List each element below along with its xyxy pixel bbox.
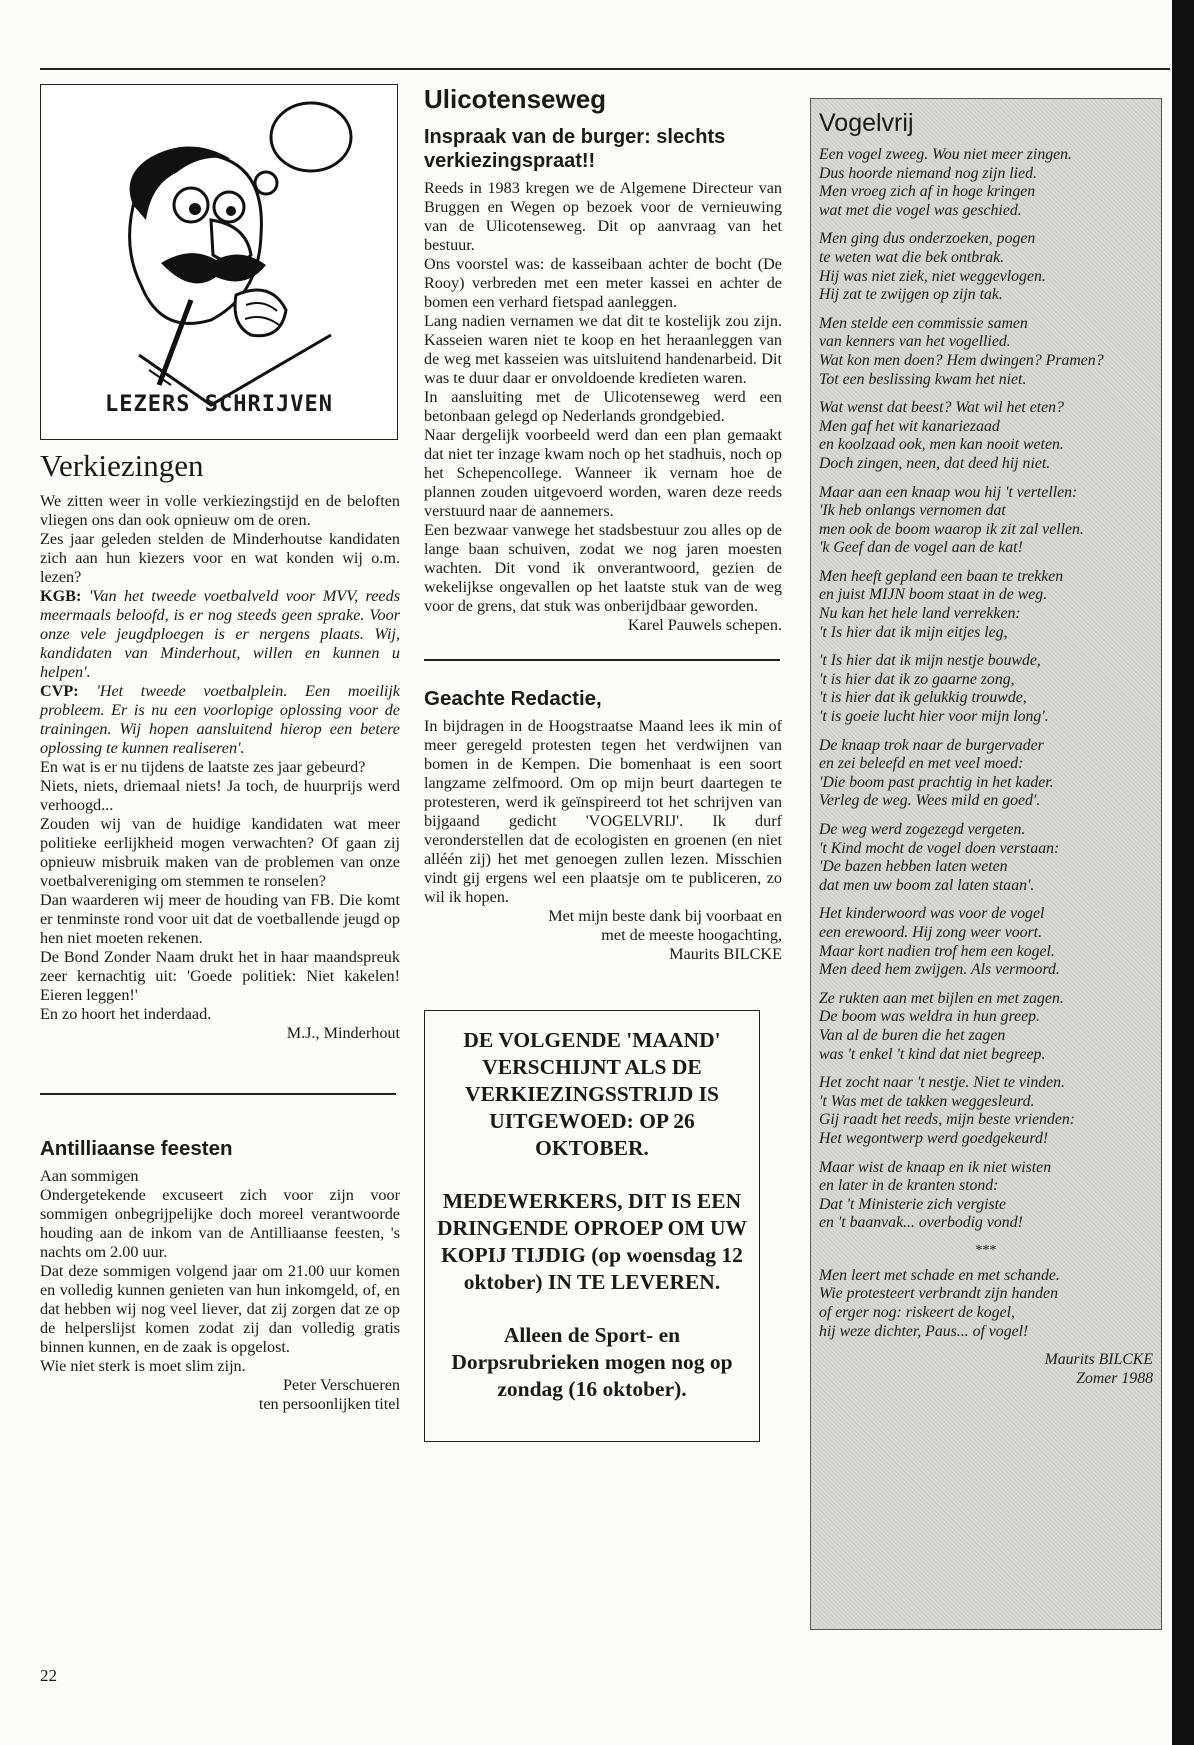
announcement-box <box>424 1010 760 1442</box>
paragraph: Ons voorstel was: de kasseibaan achter de bocht (De Rooy) verbreden met een meter kassei en achter de bomen een verhard fietspad aanleggen. <box>424 255 782 311</box>
announcement-next-issue: DE VOLGENDE 'MAAND' VERSCHIJNT ALS DE VERKIEZINGSSTRIJD IS UITGEWOED: OP 26 OKTOBER. <box>463 1028 721 1160</box>
redactie-letter <box>424 717 782 964</box>
paragraph: En zo hoort het inderdaad. <box>40 1005 212 1023</box>
signature: Maurits BILCKE <box>669 945 782 963</box>
final-stanza: Men leert met schade en met schande. Wie protesteert verbrandt zijn handen of erger nog: riskeert de kogel, hij weze dichter, Paus... of vogel! <box>819 1266 1060 1340</box>
closing-line: Met mijn beste dank bij voorbaat en <box>548 907 782 925</box>
paragraph: Dan waarderen wij meer de houding van FB. Die komt er tenminste rond voor uit dat de voetballende jeugd op hen niet moeten rekenen. <box>40 891 400 947</box>
paragraph: Lang nadien vernamen we dat dit te kostelijk zou zijn. Kasseien waren niet te koop en het heraanleggen van de weg met kasseien was uitsluitend handenarbeid. Dit was te duur daar er onvoldoende kredieten waren. <box>424 312 782 387</box>
paragraph <box>40 682 400 758</box>
logo-label: LEZERS SCHRIJVEN <box>105 392 333 417</box>
stars-divider: *** <box>975 1242 997 1258</box>
closing-line: met de meeste hoogachting, <box>601 926 782 944</box>
poem-stanza: Het kinderwoord was voor de vogel een erewoord. Hij zong weer voort. Maar kort nadien trof hem een kogel. Men deed hem zwijgen. Als vermoord. <box>819 905 1060 979</box>
paragraph: Zes jaar geleden stelden de Minderhoutse kandidaten zich aan hun kiezers voor en wat konden wij o.m. lezen? <box>40 530 400 586</box>
poem-stanza: De knaap trok naar de burgervader en zei beleefd en met veel moed: 'Die boom past prachtig in het kader. Verleg de weg. Wees mild en goed'. <box>819 736 1054 810</box>
announcement-note: Alleen de Sport- en Dorpsrubrieken mogen nog op zondag (16 oktober). <box>451 1323 733 1401</box>
paragraph <box>40 587 400 682</box>
column-right <box>810 98 1162 1630</box>
page-binding-edge <box>1172 0 1194 1745</box>
poem-stanza: Men stelde een commissie samen van kenners van het vogellied. Wat kon men doen? Hem dwingen? Pramen? Tot een beslissing kwam het niet. <box>819 314 1104 388</box>
announcement-call: MEDEWERKERS, DIT IS EEN DRINGENDE OPROEP OM UW KOPIJ TIJDIG (op woensdag 12 oktober) IN TE LEVEREN. <box>437 1189 747 1294</box>
poem-title: Vogelvrij <box>819 109 914 137</box>
poem-signature: Maurits BILCKE <box>1044 1351 1153 1369</box>
signature: Karel Pauwels schepen. <box>627 616 782 634</box>
paragraph: Ondergetekende excuseert zich voor zijn voor sommigen onbegrijpelijke doch moreel verantwoorde houding aan de inkom van de Antilliaanse feesten, 's nachts om 2.00 uur. <box>40 1186 400 1261</box>
paragraph: En wat is er nu tijdens de laatste zes jaar gebeurd? <box>40 758 366 776</box>
vogelvrij-poem-box <box>810 98 1162 1630</box>
party-label: CVP: <box>40 682 79 700</box>
ulicoten-subtitle: Inspraak van de burger: slechts verkiezingspraat!! <box>424 126 726 172</box>
poem-stanza: Maar wist de knaap en ik niet wisten en later in de kranten stond: Dat 't Ministerie zich vergiste en 't baanvak... overbodig vond! <box>819 1158 1052 1232</box>
top-rule <box>40 68 1170 70</box>
section-divider <box>40 1093 396 1095</box>
signature-title: ten persoonlijken titel <box>258 1395 400 1413</box>
paragraph: Naar dergelijk voorbeeld werd dan een plan gemaakt dat niet ter inzage kwam noch op het stadhuis, noch op het Schepencollege. Wanneer ik vernam hoe de plannen zouden uitgevoerd worden, waren deze reeds verstuurd naar de aannemers. <box>424 426 782 520</box>
paragraph: In aansluiting met de Ulicotenseweg werd een betonbaan gelegd op Nederlands grondgebied. <box>424 388 782 425</box>
poem-stanza: Het zocht naar 't nestje. Niet te vinden. 't Was met de takken weggesleurd. Gij raadt het reeds, mijn beste vrienden: Het wegontwerp werd goedgekeurd! <box>819 1074 1076 1147</box>
paragraph: Wie niet sterk is moet slim zijn. <box>40 1357 246 1375</box>
poem-stanza: Een vogel zweeg. Wou niet meer zingen. Dus hoorde niemand nog zijn lied. Men vroeg zich af in hoge kringen wat met die vogel was geschied. <box>819 146 1072 219</box>
column-middle <box>424 84 782 1442</box>
column-left <box>40 84 400 1414</box>
signature: M.J., Minderhout <box>286 1024 400 1042</box>
party-label: KGB: <box>40 587 82 605</box>
paragraph: De Bond Zonder Naam drukt het in haar maandspreuk zeer kernachtig uit: 'Goede politiek: Niet kakelen! Eieren leggen!' <box>40 948 400 1004</box>
paragraph: Zouden wij van de huidige kandidaten wat meer politieke eerlijkheid mogen verwachten? Of gaan zij opnieuw misbruik maken van de problemen van onze voetbalvereniging om stemmen te ronselen? <box>40 815 400 890</box>
verkiezingen-title: Verkiezingen <box>40 448 204 483</box>
quote: 'Van het tweede voetbalveld voor MVV, reeds meermaals beloofd, is er nog steeds geen sprake. Voor onze vele jeugdploegen is er nergens plaats. Wij, kandidaten van Minderhout, willen en kunnen u helpen'. <box>40 587 401 681</box>
paragraph: We zitten weer in volle verkiezingstijd en de beloften vliegen ons dan ook opnieuw om de oren. <box>40 492 400 529</box>
poem-stanza: Wat wenst dat beest? Wat wil het eten? Men gaf het wit kanariezaad en koolzaad ook, men kan nooit weten. Doch zingen, neen, dat deed hij niet. <box>819 399 1064 472</box>
paragraph: In bijdragen in de Hoogstraatse Maand lees ik min of meer geregeld protesten tegen het verdwijnen van bomen in de Kempen. Die bomenhaat is een soort langzame zelfmoord. Om op mijn beurt daartegen te protesteren, werd ik geïnspireerd tot het schrijven van bijgaand gedicht 'VOGELVRIJ'. Ik durf veronderstellen dat de ecologisten en groenen (en niet alléén zij) het met genoegen zullen lezen. Misschien vindt gij ergens wel een plaatsje om te publiceren, zo wil ik hopen. <box>424 717 782 906</box>
poem-stanzas <box>819 146 1153 1233</box>
redactie-title: Geachte Redactie, <box>424 687 602 710</box>
paragraph: Een bezwaar vanwege het stadsbestuur zou alles op de lange baan schuiven, zodat we nog jaren moesten wachten. Dit vond ik onverantwoord, gezien de wekelijkse ongevallen op het laatste stuk van de weg voor de grens, dat stuk was onberijdbaar geworden. <box>424 521 782 615</box>
verkiezingen-article <box>40 492 400 1043</box>
paragraph: Aan sommigen <box>40 1167 139 1185</box>
paragraph: Reeds in 1983 kregen we de Algemene Directeur van Bruggen en Wegen op bezoek voor de vernieuwing van de Ulicotenseweg. Dit op aanvraag van het bestuur. <box>424 179 782 254</box>
writer-cartoon-icon <box>41 85 397 439</box>
poem-date: Zomer 1988 <box>1076 1369 1153 1387</box>
lezers-schrijven-logo <box>40 84 398 440</box>
quote: 'Het tweede voetbalplein. Een moeilijk probleem. Er is nu een voorlopige oplossing voor de trainingen. Wij hopen aansluitend hierop een betere oplossing te kunnen realiseren'. <box>40 682 400 757</box>
page-number: 22 <box>40 1666 57 1685</box>
section-divider <box>424 659 780 661</box>
poem-stanza: Men ging dus onderzoeken, pogen te weten wat die bek ontbrak. Hij was niet ziek, niet weggevlogen. Hij zat te zwijgen op zijn tak. <box>819 230 1046 304</box>
signature: Peter Verschueren <box>282 1376 400 1394</box>
paragraph: Niets, niets, driemaal niets! Ja toch, de huurprijs werd verhoogd... <box>40 777 400 814</box>
antilliaanse-article <box>40 1167 400 1414</box>
poem-stanza: Maar aan een knaap wou hij 't vertellen: 'Ik heb onlangs vernomen dat men ook de boom waarop ik zit zal vellen. 'k Geef dan de vogel aan de kat! <box>819 483 1084 557</box>
paragraph: Dat deze sommigen volgend jaar om 21.00 uur komen en volledig kunnen genieten van hun inkomgeld, of, en dat hebben wij nog veel liever, dat zij zorgen dat ze op de helperslijst komen zodat zij dan volledig gratis binnen kunnen, en de zaak is opgelost. <box>40 1262 400 1356</box>
poem-stanza: Ze rukten aan met bijlen en met zagen. De boom was weldra in hun greep. Van al de buren die het zagen was 't enkel 't kind dat niet begreep. <box>819 989 1064 1063</box>
ulicoten-article <box>424 179 782 635</box>
antilliaanse-title: Antilliaanse feesten <box>40 1137 233 1160</box>
poem-stanza: Men heeft gepland een baan te trekken en juist MIJN boom staat in de weg. Nu kan het hele land verrekken: 't Is hier dat ik mijn eitjes leg, <box>819 567 1064 641</box>
ulicoten-title: Ulicotenseweg <box>424 84 607 114</box>
poem-stanza: De weg werd zogezegd vergeten. 't Kind mocht de vogel doen verstaan: 'De bazen hebben laten weten dat men uw boom zal laten staan'. <box>819 821 1060 894</box>
poem-stanza: 't Is hier dat ik mijn nestje bouwde, 't is hier dat ik zo gaarne zong, 't is hier dat ik gelukkig trouwde, 't is goeie lucht hier voor mijn long'. <box>819 652 1049 726</box>
